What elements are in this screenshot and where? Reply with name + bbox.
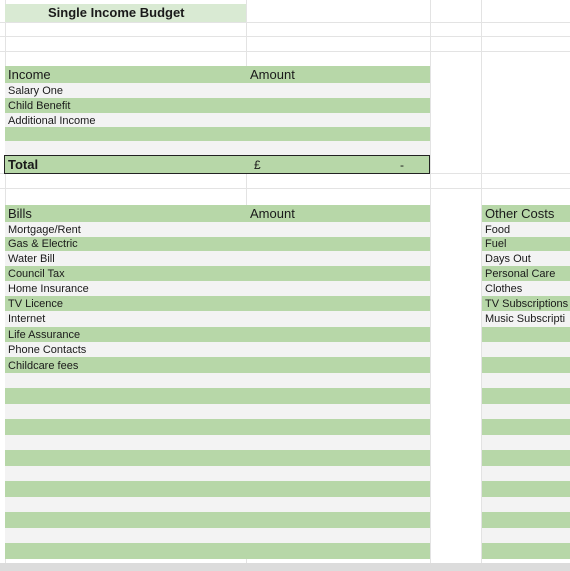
bills-row[interactable]: [5, 251, 430, 266]
bills-row[interactable]: [5, 419, 430, 435]
grid-row-line: [0, 36, 570, 37]
bills-row[interactable]: [5, 388, 430, 404]
other-costs-item-label: Days Out: [485, 253, 531, 265]
bills-row[interactable]: [5, 528, 430, 543]
bills-row[interactable]: [5, 435, 430, 450]
other-costs-item-label: Personal Care: [485, 268, 556, 280]
other-costs-item-label: TV Subscriptions: [485, 298, 569, 310]
bills-item-label: Gas & Electric: [8, 238, 78, 250]
page-title: Single Income Budget: [48, 5, 185, 20]
income-header-row[interactable]: [5, 66, 430, 83]
other-costs-row[interactable]: [482, 327, 570, 342]
other-costs-row[interactable]: [482, 497, 570, 512]
bills-item-label: Childcare fees: [8, 360, 79, 372]
grid-column-line: [430, 0, 431, 565]
other-costs-row[interactable]: [482, 543, 570, 559]
other-costs-row[interactable]: [482, 481, 570, 497]
bills-row[interactable]: [5, 512, 430, 528]
bills-row[interactable]: [5, 497, 430, 512]
other-costs-row[interactable]: [482, 450, 570, 466]
other-costs-row[interactable]: [482, 357, 570, 373]
bills-item-label: Phone Contacts: [8, 344, 87, 356]
bills-row[interactable]: [5, 373, 430, 388]
income-row[interactable]: [5, 127, 430, 141]
other-costs-item-label: Clothes: [485, 283, 523, 295]
bills-row[interactable]: [5, 404, 430, 419]
other-costs-row[interactable]: [482, 404, 570, 419]
total-label: Total: [8, 157, 39, 172]
grid-row-line: [0, 188, 570, 189]
other-costs-row[interactable]: [482, 373, 570, 388]
other-costs-item-label: Music Subscripti: [485, 313, 566, 325]
bills-item-label: Council Tax: [8, 268, 65, 280]
bills-row[interactable]: [5, 466, 430, 481]
income-item-label: Additional Income: [8, 115, 96, 127]
other-costs-item-label: Fuel: [485, 238, 507, 250]
bills-row[interactable]: [5, 481, 430, 497]
other-costs-row[interactable]: [482, 342, 570, 357]
grid-row-line: [0, 22, 570, 23]
other-costs-item-label: Food: [485, 224, 511, 236]
bills-header: Bills: [8, 206, 32, 221]
bills-row[interactable]: [5, 543, 430, 559]
grid-row-line: [0, 51, 570, 52]
income-row[interactable]: [5, 141, 430, 155]
bills-item-label: Water Bill: [8, 253, 55, 265]
bills-amount-header: Amount: [250, 206, 295, 221]
income-item-label: Salary One: [8, 85, 64, 97]
other-costs-row[interactable]: [482, 528, 570, 543]
other-costs-row[interactable]: [482, 419, 570, 435]
bills-row[interactable]: [5, 296, 430, 311]
other-costs-row[interactable]: [482, 388, 570, 404]
bills-item-label: Life Assurance: [8, 329, 81, 341]
bills-header-row[interactable]: [5, 205, 430, 222]
bills-item-label: Home Insurance: [8, 283, 89, 295]
total-currency: £: [254, 158, 261, 172]
bills-item-label: TV Licence: [8, 298, 64, 310]
horizontal-scrollbar[interactable]: [0, 563, 570, 571]
income-row[interactable]: [5, 83, 430, 98]
bills-item-label: Internet: [8, 313, 46, 325]
other-costs-row[interactable]: [482, 466, 570, 481]
other-costs-header: Other Costs: [485, 206, 555, 221]
total-row[interactable]: [4, 155, 430, 174]
other-costs-row[interactable]: [482, 435, 570, 450]
bills-item-label: Mortgage/Rent: [8, 224, 81, 236]
bills-row[interactable]: [5, 450, 430, 466]
income-item-label: Child Benefit: [8, 100, 71, 112]
total-value: -: [400, 158, 404, 172]
bills-row[interactable]: [5, 311, 430, 327]
other-costs-row[interactable]: [482, 512, 570, 528]
income-amount-header: Amount: [250, 67, 295, 82]
income-header: Income: [8, 67, 51, 82]
bills-row[interactable]: [5, 266, 430, 281]
